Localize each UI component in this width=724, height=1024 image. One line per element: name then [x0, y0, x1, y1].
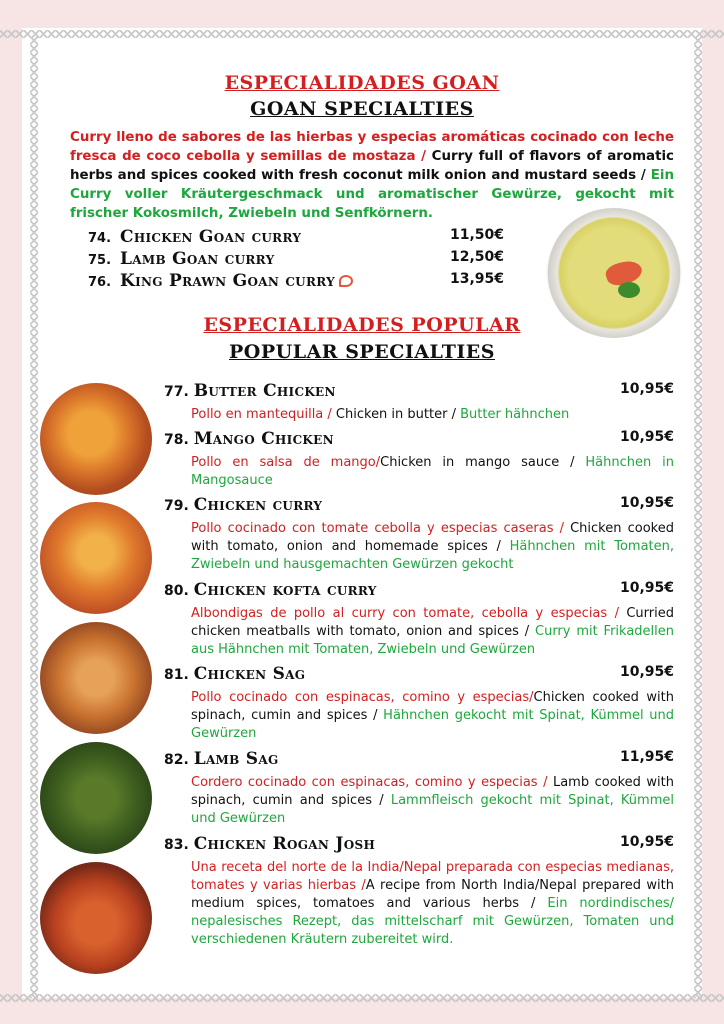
- item-price: 10,95€: [619, 580, 674, 596]
- desc-de: Hähnchen in Mangosauce: [191, 455, 674, 488]
- menu-item: [164, 495, 674, 574]
- coriander-garnish: [618, 282, 640, 298]
- item-number: 76.: [88, 275, 112, 290]
- item-price: 11,95€: [619, 749, 674, 765]
- menu-item: [164, 749, 674, 828]
- desc-es: Pollo en salsa de mango/: [191, 455, 381, 470]
- item-number: 74.: [88, 231, 112, 246]
- desc-de: Butter hähnchen: [460, 407, 570, 422]
- item-name: Lamb Goan curry: [120, 249, 275, 269]
- item-number: 81.: [164, 667, 189, 683]
- desc-de: Lammfleisch gekocht mit Spinat, Kümmel und Gewürzen: [191, 793, 674, 826]
- item-name: Chicken curry: [193, 495, 323, 515]
- item-price: 10,95€: [619, 381, 674, 397]
- item-name: King Prawn Goan curry: [120, 271, 335, 291]
- rogan-josh-photo: [40, 862, 152, 974]
- sag-photo: [40, 742, 152, 854]
- item-price: 10,95€: [619, 495, 674, 511]
- goan-title-en: GOAN SPECIALTIES: [250, 98, 474, 120]
- popular-title-es: ESPECIALIDADES POPULAR: [203, 314, 521, 336]
- desc-de: Ein nordindisches/ nepalesisches Rezept, das mittelscharf mit Gewürzen, Tomaten und verschiedenen Kräutern zubereitet wird.: [191, 896, 674, 947]
- desc-es: Albondigas de pollo al curry con tomate, cebolla y especias /: [191, 606, 627, 621]
- desc-es: Pollo cocinado con tomate cebolla y especias caseras /: [191, 521, 571, 536]
- item-number: 82.: [164, 752, 189, 768]
- left-border: [30, 36, 38, 998]
- item-name: Chicken Rogan Josh: [193, 834, 376, 854]
- butter-chicken-photo: [40, 383, 152, 495]
- item-name: Chicken Sag: [193, 664, 306, 684]
- desc-es: Pollo en mantequilla /: [191, 407, 336, 422]
- goan-item: [88, 227, 505, 247]
- desc-en: Chicken in butter /: [335, 407, 461, 422]
- goan-intro-es: Curry lleno de sabores de las hierbas y especias aromáticas cocinado con leche fresca de coco cebolla y semillas de mostaza /: [70, 130, 674, 164]
- item-price: 10,95€: [619, 834, 674, 850]
- item-price: 12,50€: [450, 249, 505, 265]
- desc-en: Curried chicken meatballs with tomato, onion and spices /: [191, 606, 674, 639]
- bottom-border: [0, 994, 724, 1002]
- desc-en: Chicken cooked with tomato, onion and homemade spices /: [191, 521, 674, 554]
- item-number: 75.: [88, 253, 112, 268]
- item-name: Lamb Sag: [193, 749, 279, 769]
- goan-intro-en: Curry full of flavors of aromatic herbs and spices cooked with fresh coconut milk onion and mustard seeds /: [70, 149, 674, 183]
- shrimp-icon: [339, 275, 353, 287]
- goan-intro: [70, 128, 674, 223]
- item-price: 13,95€: [450, 271, 505, 287]
- goan-item: [88, 249, 505, 269]
- item-number: 83.: [164, 837, 189, 853]
- chicken-curry-photo: [40, 502, 152, 614]
- kofta-curry-photo: [40, 622, 152, 734]
- right-border: [694, 36, 702, 998]
- menu-item: [164, 381, 674, 424]
- menu-item: [164, 834, 674, 949]
- item-number: 77.: [164, 384, 189, 400]
- item-name: Chicken Goan curry: [120, 227, 302, 247]
- desc-en: A recipe from North India/Nepal prepared with medium spices, tomatoes and various herbs /: [191, 878, 674, 911]
- item-price: 10,95€: [619, 429, 674, 445]
- top-border: [0, 30, 724, 38]
- desc-es: Pollo cocinado con espinacas, comino y especias/: [191, 690, 534, 705]
- desc-en: Lamb cooked with spinach, cumin and spices /: [191, 775, 675, 808]
- item-name: Mango Chicken: [193, 429, 334, 449]
- desc-de: Curry mit Frikadellen aus Hähnchen mit Tomaten, Zwiebeln und Gewürzen: [191, 624, 675, 657]
- desc-de: Hähnchen mit Tomaten, Zwiebeln und hausgemachten Gewürzen gekocht: [191, 539, 675, 572]
- desc-es: Una receta del norte de la India/Nepal preparada con especias medianas, tomates y varias hierbas /: [191, 860, 674, 893]
- popular-title-en: POPULAR SPECIALTIES: [229, 341, 495, 363]
- item-price: 10,95€: [619, 664, 674, 680]
- goan-intro-de: Ein Curry voller Kräutergeschmack und aromatischer Gewürze, gekocht mit frischer Kokosmilch, Zwiebeln und Senfkörnern.: [70, 168, 674, 221]
- item-number: 79.: [164, 498, 189, 514]
- goan-item: [88, 271, 505, 291]
- desc-en: Chicken cooked with spinach, cumin and spices /: [191, 690, 675, 723]
- menu-item: [164, 664, 674, 743]
- item-name: Chicken kofta curry: [193, 580, 377, 600]
- desc-es: Cordero cocinado con espinacas, comino y especias /: [191, 775, 553, 790]
- goan-title-es: ESPECIALIDADES GOAN: [224, 72, 500, 94]
- item-number: 78.: [164, 432, 189, 448]
- menu-item: [164, 580, 674, 659]
- menu-item: [164, 429, 674, 490]
- desc-en: Chicken in mango sauce /: [380, 455, 586, 470]
- desc-de: Hähnchen gekocht mit Spinat, Kümmel und Gewürzen: [191, 708, 674, 741]
- item-price: 11,50€: [450, 227, 505, 243]
- item-name: Butter Chicken: [193, 381, 336, 401]
- item-number: 80.: [164, 583, 189, 599]
